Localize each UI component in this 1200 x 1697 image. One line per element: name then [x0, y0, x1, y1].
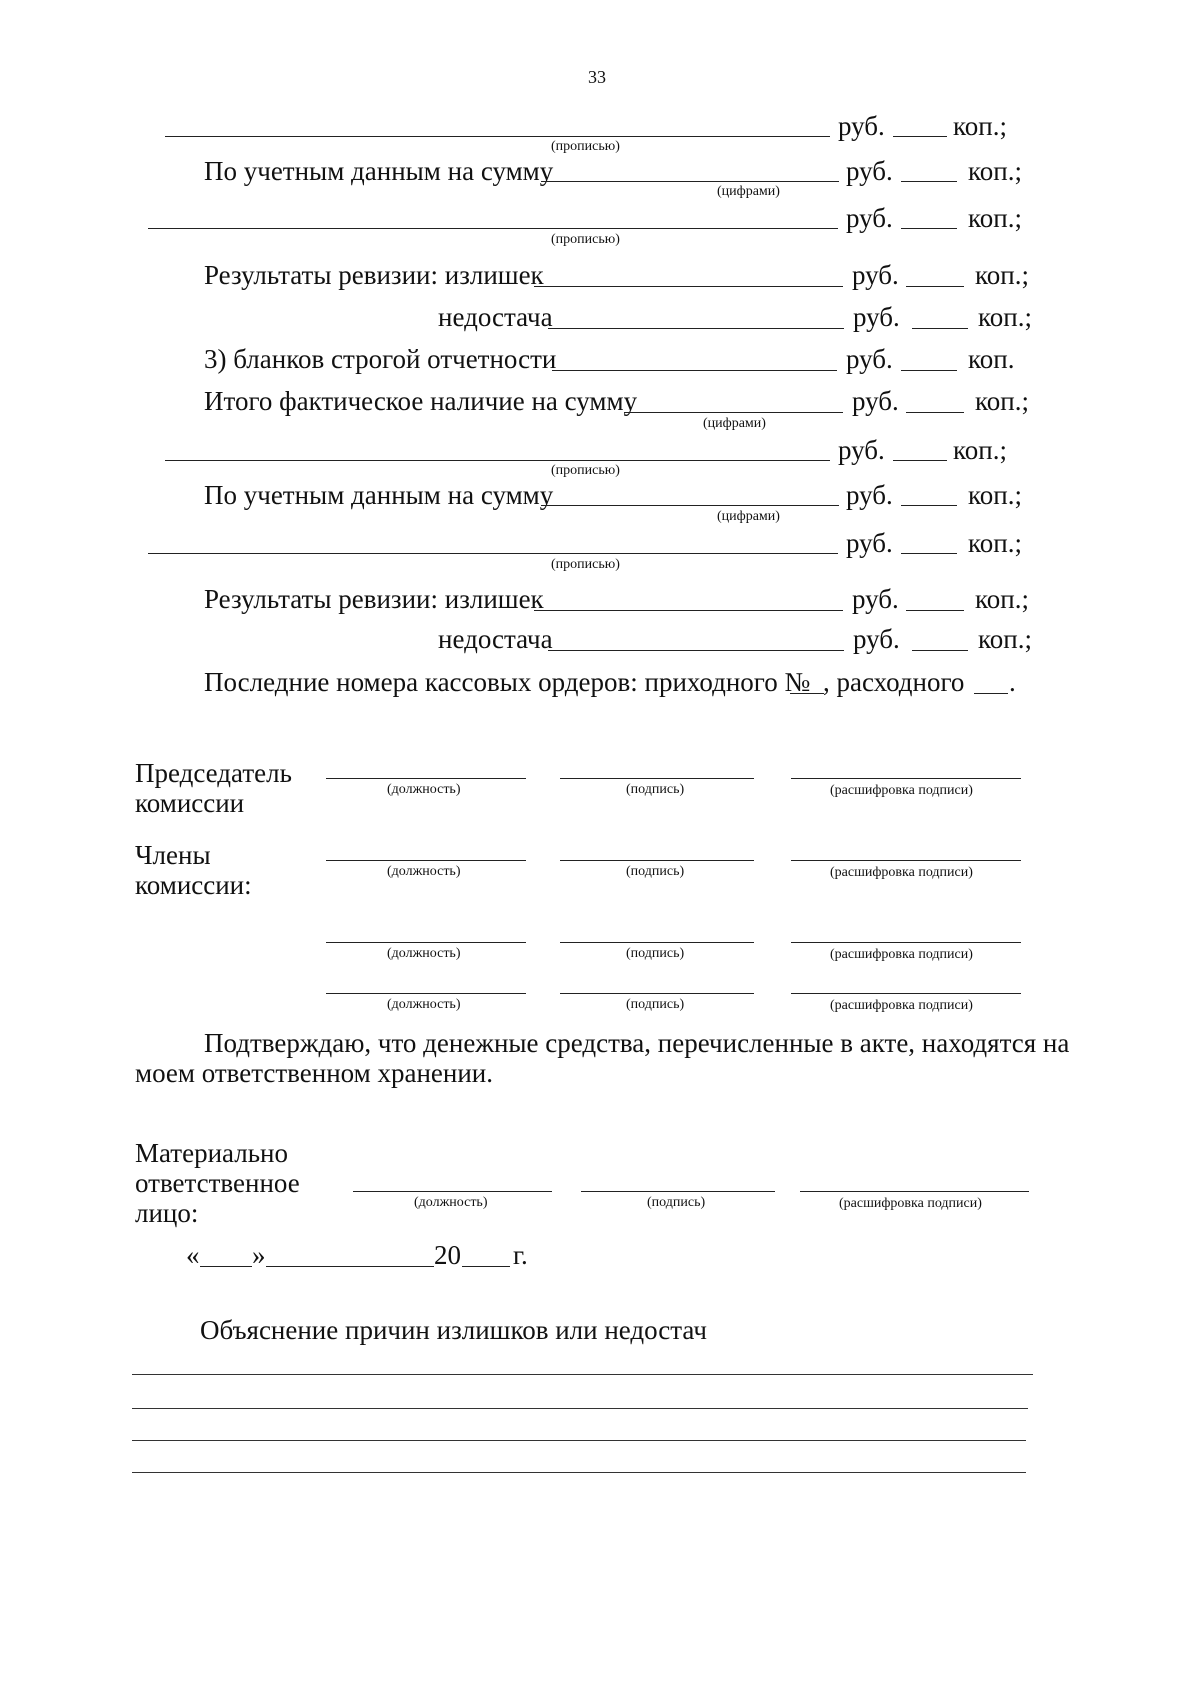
- kop-label: коп.;: [975, 386, 1029, 416]
- kop-label: коп.;: [978, 302, 1032, 332]
- kopecks-line[interactable]: [906, 610, 964, 611]
- total-actual-label: Итого фактическое наличие на сумму: [204, 386, 638, 416]
- position-caption: (должность): [387, 864, 461, 879]
- surplus-line[interactable]: [534, 286, 843, 287]
- signature-decoding-line[interactable]: [800, 1191, 1029, 1192]
- amount-in-words-line[interactable]: [148, 228, 838, 229]
- chairman-label: Председатель: [135, 758, 292, 788]
- kopecks-line[interactable]: [906, 412, 964, 413]
- kop-label: коп.;: [975, 584, 1029, 614]
- kopecks-line[interactable]: [901, 505, 957, 506]
- surplus-line[interactable]: [534, 610, 843, 611]
- revision-results-label: Результаты ревизии: излишек: [204, 260, 544, 290]
- by-accounting-label: По учетным данным на сумму: [204, 480, 554, 510]
- kopecks-line[interactable]: [901, 370, 957, 371]
- year-line[interactable]: [462, 1266, 510, 1267]
- members-label: Члены: [135, 840, 211, 870]
- kop-label: коп.: [968, 344, 1015, 374]
- signature-decoding-line[interactable]: [791, 942, 1021, 943]
- rub-label: руб.: [852, 386, 899, 416]
- in-words-caption: (прописью): [551, 232, 620, 247]
- rub-label: руб.: [838, 111, 885, 141]
- confirmation-text-line1: Подтверждаю, что денежные средства, перечисленные в акте, находятся на: [204, 1028, 1070, 1058]
- position-caption: (должность): [414, 1195, 488, 1210]
- signature-line[interactable]: [560, 993, 754, 994]
- kop-label: коп.;: [975, 260, 1029, 290]
- position-line[interactable]: [326, 778, 526, 779]
- rub-label: руб.: [846, 156, 893, 186]
- responsible-person-label-cont: ответственное: [135, 1168, 300, 1198]
- date-close-quote: »: [252, 1240, 266, 1270]
- kopecks-line[interactable]: [893, 460, 947, 461]
- rub-label: руб.: [852, 584, 899, 614]
- kopecks-line[interactable]: [912, 650, 968, 651]
- explanation-line[interactable]: [132, 1408, 1028, 1409]
- cash-orders-label: Последние номера кассовых ордеров: приходного №: [204, 667, 811, 697]
- in-digits-caption: (цифрами): [703, 416, 766, 431]
- amount-in-words-line[interactable]: [165, 460, 830, 461]
- rub-label: руб.: [846, 528, 893, 558]
- explanation-line[interactable]: [132, 1374, 1033, 1375]
- outgoing-order-number-line[interactable]: [974, 693, 1008, 694]
- signature-caption: (подпись): [626, 864, 685, 879]
- kop-label: коп.;: [968, 156, 1022, 186]
- rub-label: руб.: [853, 624, 900, 654]
- rub-label: руб.: [853, 302, 900, 332]
- kopecks-line[interactable]: [901, 228, 957, 229]
- shortage-line[interactable]: [548, 650, 844, 651]
- kopecks-line[interactable]: [906, 286, 964, 287]
- explanation-line[interactable]: [132, 1440, 1026, 1441]
- month-line[interactable]: [266, 1266, 434, 1267]
- position-caption: (должность): [387, 946, 461, 961]
- kop-label: коп.;: [968, 528, 1022, 558]
- kop-label: коп.;: [968, 203, 1022, 233]
- rub-label: руб.: [846, 480, 893, 510]
- position-line[interactable]: [353, 1191, 552, 1192]
- signature-caption: (подпись): [626, 946, 685, 961]
- position-line[interactable]: [326, 860, 526, 861]
- decoding-caption: (расшифровка подписи): [830, 865, 973, 880]
- rub-label: руб.: [846, 344, 893, 374]
- position-line[interactable]: [326, 942, 526, 943]
- shortage-label: недостача: [438, 302, 553, 332]
- position-caption: (должность): [387, 997, 461, 1012]
- amount-in-words-line[interactable]: [165, 136, 830, 137]
- signature-decoding-line[interactable]: [791, 860, 1021, 861]
- kop-label: коп.;: [953, 435, 1007, 465]
- amount-in-digits-line[interactable]: [624, 412, 843, 413]
- kopecks-line[interactable]: [912, 328, 968, 329]
- rub-label: руб.: [852, 260, 899, 290]
- signature-line[interactable]: [560, 942, 754, 943]
- explanation-line[interactable]: [132, 1472, 1026, 1473]
- kop-label: коп.;: [953, 111, 1007, 141]
- members-label-cont: комиссии:: [135, 870, 252, 900]
- decoding-caption: (расшифровка подписи): [830, 783, 973, 798]
- kopecks-line[interactable]: [901, 181, 957, 182]
- decoding-caption: (расшифровка подписи): [830, 998, 973, 1013]
- rub-label: руб.: [846, 203, 893, 233]
- period-mark: .: [1009, 667, 1016, 697]
- in-digits-caption: (цифрами): [717, 509, 780, 524]
- signature-caption: (подпись): [647, 1195, 706, 1210]
- year-suffix: г.: [513, 1240, 528, 1270]
- chairman-label-cont: комиссии: [135, 788, 245, 818]
- in-words-caption: (прописью): [551, 557, 620, 572]
- confirmation-text-line2: моем ответственном хранении.: [135, 1058, 493, 1088]
- amount-in-digits-line[interactable]: [541, 505, 839, 506]
- position-line[interactable]: [326, 993, 526, 994]
- signature-decoding-line[interactable]: [791, 778, 1021, 779]
- in-digits-caption: (цифрами): [717, 184, 780, 199]
- signature-caption: (подпись): [626, 782, 685, 797]
- kopecks-line[interactable]: [901, 553, 957, 554]
- revision-results-label: Результаты ревизии: излишек: [204, 584, 544, 614]
- incoming-order-number-line[interactable]: [790, 693, 824, 694]
- rub-label: руб.: [838, 435, 885, 465]
- by-accounting-label: По учетным данным на сумму: [204, 156, 554, 186]
- kopecks-line[interactable]: [893, 136, 947, 137]
- kop-label: коп.;: [968, 480, 1022, 510]
- shortage-label: недостача: [438, 624, 553, 654]
- signature-line[interactable]: [560, 860, 754, 861]
- shortage-line[interactable]: [548, 328, 844, 329]
- signature-line[interactable]: [560, 778, 754, 779]
- position-caption: (должность): [387, 782, 461, 797]
- explanation-title: Объяснение причин излишков или недостач: [200, 1315, 707, 1345]
- day-line[interactable]: [200, 1266, 252, 1267]
- decoding-caption: (расшифровка подписи): [830, 947, 973, 962]
- signature-decoding-line[interactable]: [791, 993, 1021, 994]
- outgoing-order-label: , расходного: [823, 667, 965, 697]
- responsible-person-label-end: лицо:: [135, 1198, 199, 1228]
- amount-in-words-line[interactable]: [148, 553, 838, 554]
- signature-line[interactable]: [581, 1191, 775, 1192]
- amount-in-digits-line[interactable]: [541, 181, 839, 182]
- page-number: 33: [588, 67, 606, 87]
- in-words-caption: (прописью): [551, 139, 620, 154]
- strict-forms-amount-line[interactable]: [552, 370, 837, 371]
- year-prefix: 20: [434, 1240, 461, 1270]
- in-words-caption: (прописью): [551, 463, 620, 478]
- signature-caption: (подпись): [626, 997, 685, 1012]
- strict-forms-title: 3) бланков строгой отчетности: [204, 344, 557, 374]
- decoding-caption: (расшифровка подписи): [839, 1196, 982, 1211]
- responsible-person-label: Материально: [135, 1138, 288, 1168]
- date-open-quote: «: [186, 1240, 200, 1270]
- kop-label: коп.;: [978, 624, 1032, 654]
